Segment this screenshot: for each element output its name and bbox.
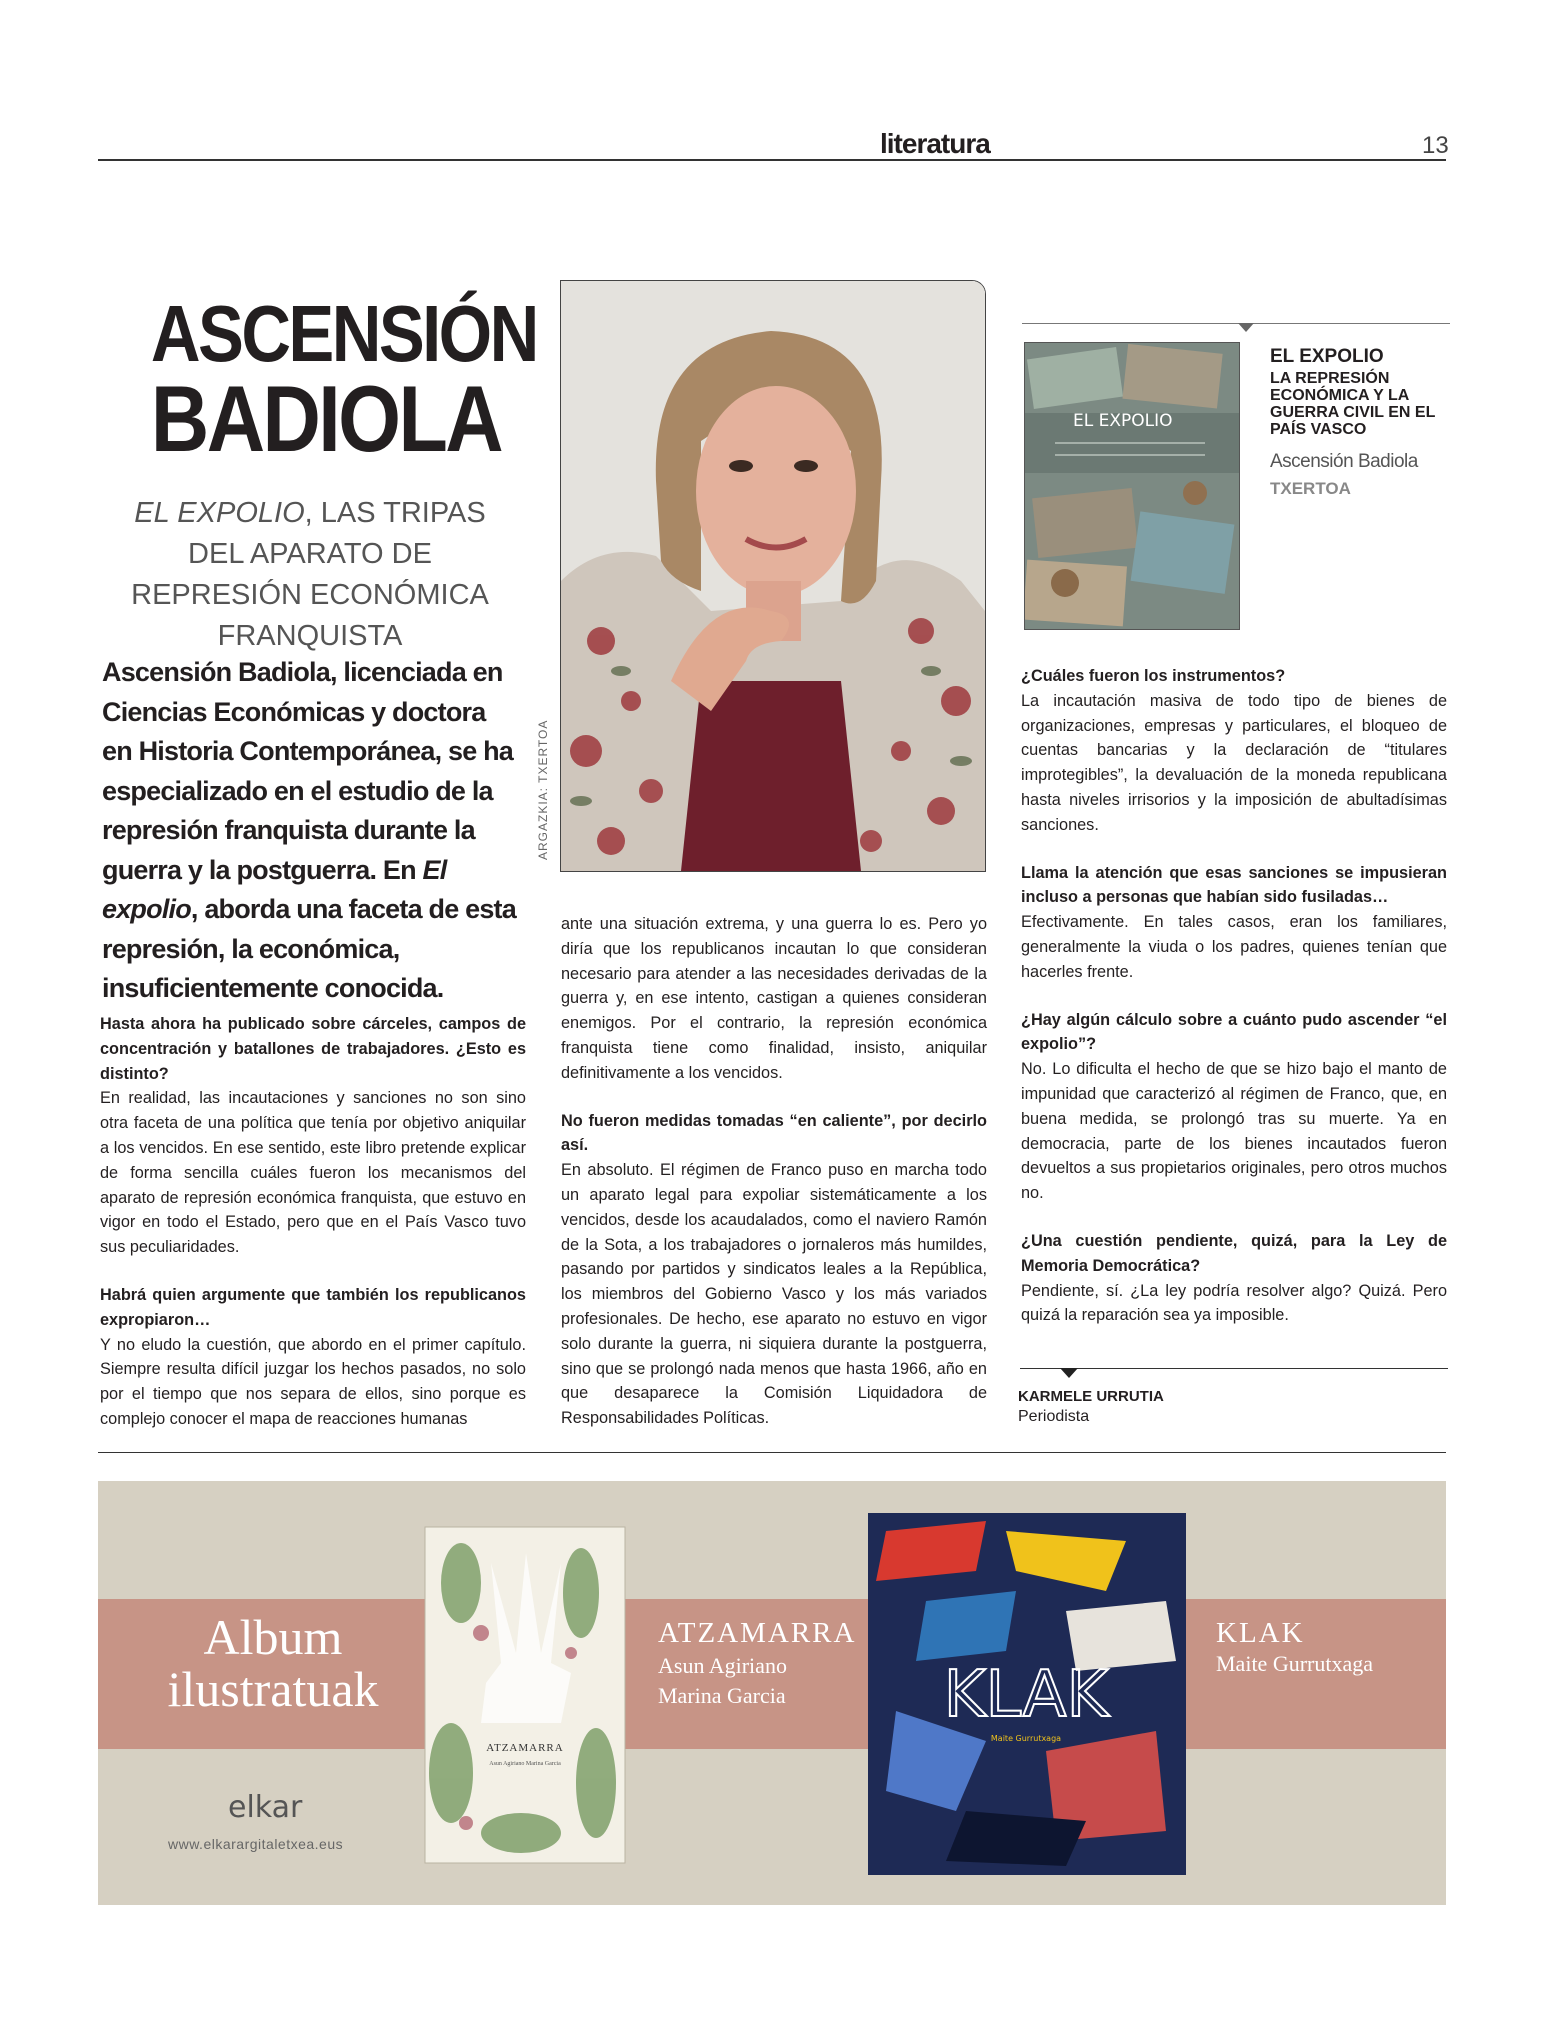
headline-line-2: BADIOLA [150, 366, 502, 471]
author-role: Periodista [1018, 1408, 1090, 1425]
ad-book-1-title: ATZAMARRA [658, 1617, 857, 1649]
interview-answer: En absoluto. El régimen de Franco puso en marcha todo un aparato legal para expoliar sistemáticamente a los vencidos, desde los acaudalados, como el naviero Ramón de la Sota, a los trabajadores o jornaleros más humildes, pasando por partidos y sindicatos leales a la República, los miembros del Gobierno Vasco y los más variados profesionales. De hecho, ese aparato no estuvo en vigor solo durante la guerra, ni siquiera durante la postguerra, sino que se prolongó nada menos que hasta 1966, año en que desaparece la Comisión Liquidadora de Responsabilidades Políticas. [561, 1161, 987, 1428]
lead-part-1: Ascensión Badiola, licenciada en Ciencias Económicas y doctora en Historia Contemporánea, se ha especializado en el estudio de la represión franquista durante la guerra y la postguerra. En [102, 657, 514, 885]
publisher-logo[interactable]: elkar [228, 1790, 303, 1825]
ad-book-1-cover-authors: Asun Agiriano Marina Garcia [489, 1761, 561, 1767]
ad-book-2-cover-title: KLAK [943, 1658, 1109, 1732]
book-author: Ascensión Badiola [1270, 451, 1418, 472]
subtitle-rest: , LAS TRIPAS DEL APARATO DE REPRESIÓN ECONÓMICA FRANQUISTA [131, 497, 489, 652]
interview-question: Habrá quien argumente que también los republicanos expropiaron… [100, 1285, 526, 1329]
book-publisher: TXERTOA [1270, 479, 1351, 498]
book-box-marker [1238, 323, 1254, 332]
photo-credit: ARGAZKIA: TXERTOA [536, 719, 550, 860]
book-title: EL EXPOLIO [1270, 346, 1384, 367]
book-box-rule [1022, 323, 1450, 324]
lead-paragraph [102, 653, 517, 1009]
author-name: KARMELE URRUTIA [1018, 1388, 1164, 1405]
article-column-3 [1021, 664, 1447, 1328]
interview-question: Hasta ahora ha publicado sobre cárceles, campos de concentración y batallones de trabajadores. ¿Esto es distinto? [100, 1015, 526, 1083]
interview-question: Llama la atención que esas sanciones se impusieran incluso a personas que habían sido fusiladas… [1021, 863, 1447, 907]
ad-book-1-authors: Asun Agiriano Marina Garcia [658, 1653, 787, 1708]
book-subtitle: LA REPRESIÓN ECONÓMICA Y LA GUERRA CIVIL EN EL PAÍS VASCO [1270, 370, 1436, 438]
subtitle-emphasis: EL EXPOLIO [134, 497, 305, 529]
interview-answer: No. Lo dificulta el hecho de que se hizo bajo el manto de impunidad que caracterizó al régimen de Franco, que, en buena medida, se prolongó tras su muerte. Ya en democracia, parte de los bienes incautados fueron devueltos a sus propietarios originales, pero otros muchos no. [1021, 1060, 1447, 1203]
article-column-1 [100, 1012, 526, 1432]
interview-answer: Y no eludo la cuestión, que abordo en el primer capítulo. Siempre resulta difícil juzgar los hechos pasados, no solo por el tiempo que nos separa de ellos, sino porque es complejo conocer el mapa de reacciones humanas [100, 1335, 526, 1428]
author-photo [560, 280, 986, 872]
book-cover-title: EL EXPOLIO [1073, 411, 1173, 431]
interview-question: ¿Hay algún cálculo sobre a cuánto pudo ascender “el expolio”? [1021, 1010, 1447, 1054]
page-number: 13 [1422, 132, 1449, 159]
ad-book-atzamarra-cover [421, 1523, 629, 1865]
subtitle [120, 493, 500, 657]
interview-answer: En realidad, las incautaciones y sanciones no son sino otra faceta de una política que tenía por objetivo aniquilar a los vencidos. En ese sentido, este libro pretende explicar de forma sencilla cuáles fueron los mecanismos del aparato de represión económica franquista, que estuvo en vigor en todo el Estado, pero que en el País Vasco tuvo sus peculiaridades. [100, 1089, 526, 1257]
ad-book-2-title: KLAK [1216, 1617, 1305, 1649]
interview-answer: Pendiente, sí. ¿La ley podría resolver algo? Quizá. Pero quizá la reparación sea ya imposible. [1021, 1281, 1447, 1325]
lead-emphasis: El expolio [102, 854, 447, 924]
interview-question: ¿Una cuestión pendiente, quizá, para la Ley de Memoria Democrática? [1021, 1231, 1447, 1275]
signature-marker [1060, 1368, 1078, 1378]
ad-book-2-cover-author: Maite Gurrutxaga [990, 1734, 1062, 1743]
advertisement[interactable] [98, 1481, 1446, 1905]
header-rule [98, 159, 1446, 161]
headline-line-1: ASCENSIÓN [150, 289, 537, 378]
signature-rule [1020, 1368, 1448, 1369]
book-cover [1024, 342, 1240, 630]
interview-question: No fueron medidas tomadas “en caliente”, por decirlo así. [561, 1111, 987, 1155]
interview-answer: La incautación masiva de todo tipo de bienes de organizaciones, empresas y particulares, el bloqueo de cuentas bancarias y la declaración de “titulares improtegibles”, la devaluación de la moneda republicana hasta niveles irrisorios y la imposición de abultadísimas sanciones. [1021, 691, 1447, 834]
interview-question: ¿Cuáles fueron los instrumentos? [1021, 667, 1286, 685]
interview-answer: Efectivamente. En tales casos, eran los familiares, generalmente la viuda o los padres, quienes tenían que hacerles frente. [1021, 913, 1447, 981]
ad-heading: Album ilustratuak [167, 1609, 379, 1717]
publisher-url[interactable]: www.elkarargitaletxea.eus [168, 1836, 344, 1852]
ad-book-2-author: Maite Gurrutxaga [1216, 1651, 1373, 1676]
footer-rule [98, 1452, 1446, 1453]
ad-book-klak-cover [866, 1511, 1190, 1878]
ad-book-1-cover-title: ATZAMARRA [486, 1742, 564, 1754]
article-column-2 [561, 912, 987, 1431]
interview-answer: ante una situación extrema, y una guerra lo es. Pero yo diría que los republicanos incautan lo que consideran necesario para atender a las necesidades derivadas de la guerra y, en ese intento, castigan a quienes consideran enemigos. Por el contrario, la represión económica franquista tiene como finalidad, insisto, aniquilar definitivamente a los vencidos. [561, 915, 987, 1082]
lead-part-2: , aborda una faceta de esta represión, la económica, insuficientemente conocida. [102, 894, 516, 1003]
section-label: literatura [880, 128, 990, 159]
